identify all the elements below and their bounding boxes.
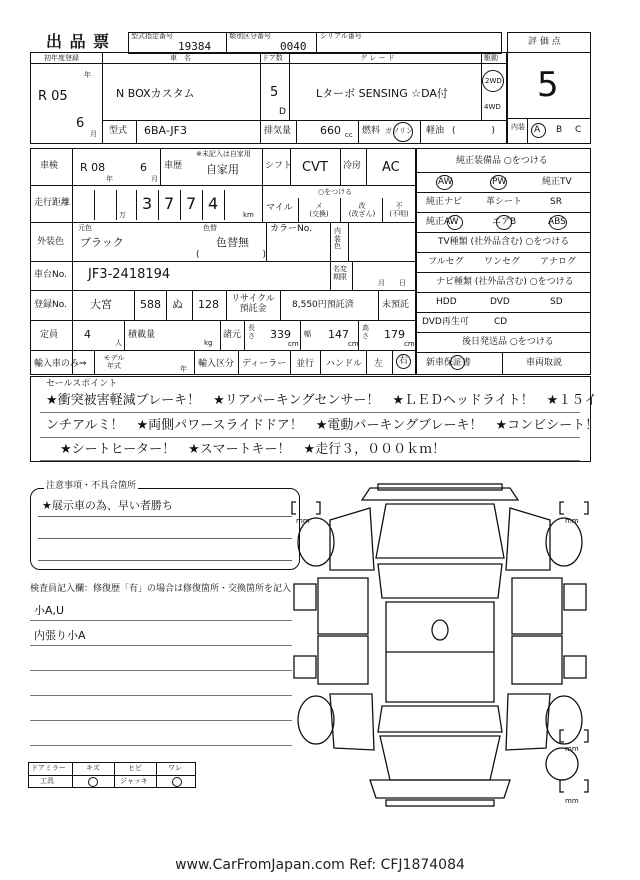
shift-value: CVT — [302, 160, 328, 175]
model-type-label: 型式 — [109, 126, 128, 136]
chassis-label: 車台No. — [34, 270, 67, 280]
model-type-value: 6BA-JF3 — [144, 124, 187, 137]
parts-header: キズ — [86, 764, 100, 772]
tv-type-label: TV種類 (社外品含む) ○をつける — [438, 237, 570, 247]
nav-hdd: HDD — [436, 297, 457, 307]
shaken-label: 車検 — [40, 161, 59, 171]
equip-factory-nav: 純正ナビ — [426, 197, 463, 207]
usage-note: ※未記入は自家用 — [196, 150, 251, 158]
chassis-value: JF3-2418194 — [88, 267, 171, 282]
nav-dvd-playback: DVD再生可 — [422, 317, 469, 327]
usage-value: 自家用 — [206, 163, 239, 176]
capacity-value: 4 — [84, 328, 91, 341]
score-value: 5 — [537, 65, 559, 105]
reg-area: 大宮 — [90, 298, 112, 311]
name-change-label: 名変 期限 — [333, 265, 347, 282]
tv-analog: アナログ — [540, 257, 577, 267]
tv-fullseg: フルセグ — [428, 257, 464, 267]
equip-pw: PW — [492, 177, 507, 187]
inspector-label: 検査員記入欄：修復歴「有」の場合は修復箇所・交換箇所を記入 — [30, 584, 292, 594]
sales-line-2: ンチアルミ！ ★両側パワースライドドア！ ★電動パーキングブレーキ！ ★コンビシート！ — [46, 418, 599, 433]
recycle-unpaid: 未預託 — [382, 300, 410, 310]
equip-leather: 革シート — [486, 197, 523, 207]
tire-fr-unit: mm — [565, 517, 579, 525]
grade-value: Lターボ SENSING ☆DA付 — [316, 87, 448, 100]
sales-line-3: ★シートヒーター！ ★スマートキー！ ★走行３，０００ｋｍ！ — [60, 442, 446, 457]
length-label: 長さ — [248, 324, 255, 340]
int-color-label: 内装色 — [334, 227, 341, 251]
model-year-label: モデル 年式 — [103, 354, 125, 371]
interior-grade-c: C — [575, 125, 582, 135]
jack-mark — [172, 777, 182, 787]
first-reg-month-unit: 月 — [90, 130, 97, 138]
grade-label: グ レ ー ド — [360, 54, 395, 62]
reg-label: 登録No. — [34, 300, 67, 310]
color-change-label: 色替 — [203, 224, 217, 232]
name-change-unit: 月 日 — [378, 279, 406, 287]
fuel-value: ガソリン — [385, 127, 413, 135]
first-reg-year-unit: 年 — [84, 71, 91, 79]
class-label: 類別区分番号 — [229, 32, 271, 40]
nav-sd: SD — [550, 297, 563, 307]
load-label: 積載量 — [128, 330, 156, 340]
handle-right: 右 — [399, 356, 409, 366]
drive-2wd: 2WD — [485, 77, 502, 85]
shaken-month: 6 — [140, 161, 147, 174]
equip-factory-tv: 純正TV — [542, 177, 572, 187]
parts-jack: ジャッキ — [120, 777, 148, 785]
light-oil-label: 軽油 — [426, 126, 445, 136]
spare-tire-unit: mm — [565, 797, 579, 805]
notes-line-1: ★展示車の為、早い者勝ち — [42, 499, 173, 512]
ac-label: 冷房 — [343, 161, 362, 171]
fuel-label: 燃料 — [362, 126, 381, 136]
inspector-line-2: 内張り小A — [34, 629, 86, 642]
parts-header: ヒビ — [128, 764, 142, 772]
drive-4wd: 4WD — [484, 103, 501, 111]
import-label: 輸入車のみ⇒ — [34, 359, 87, 369]
tv-oneseg: ワンセグ — [484, 257, 521, 267]
orig-color-value: ブラック — [80, 236, 124, 249]
later-warranty: 新車保証書 — [426, 358, 472, 368]
model-cert-no: 19384 — [178, 40, 212, 53]
sales-line-1: ★衝突被害軽減ブレーキ！ ★リアパーキングセンサー！ ★ＬＥＤヘッドライト！ ★１５イ — [46, 393, 598, 408]
interior-grade-b: B — [556, 125, 563, 135]
shaken-month-unit: 月 — [151, 175, 158, 183]
height-value: 179 — [384, 328, 405, 341]
door-type: D — [279, 107, 286, 117]
meter-option-unknown: 不 (不明) — [389, 202, 409, 219]
length-unit: cm — [288, 340, 299, 348]
width-label: 幅 — [304, 330, 311, 338]
capacity-unit: 人 — [115, 339, 122, 347]
doors-value: 5 — [270, 85, 279, 100]
mileage-km-unit: km — [243, 211, 254, 219]
notes-label: 注意事項・不具合箇所 — [46, 481, 137, 491]
recycle-label: リサイクル 預託金 — [231, 294, 275, 314]
car-name: N BOXカスタム — [116, 87, 195, 100]
later-manual: 車両取説 — [526, 358, 563, 368]
capacity-label: 定員 — [40, 330, 59, 340]
drive-label: 駆動 — [484, 54, 498, 62]
serial-label: シリアル番号 — [320, 32, 362, 40]
interior-grade-a: A — [534, 125, 541, 135]
later-items-label: 後日発送品 ○をつける — [462, 337, 554, 347]
footer-watermark: www.CarFromJapan.com Ref: CFJ1874084 — [175, 857, 465, 873]
meter-label: マイル — [266, 203, 293, 213]
first-reg-month: 6 — [76, 116, 85, 131]
mileage-digit: 7 — [186, 194, 197, 213]
car-damage-diagram — [290, 480, 590, 810]
width-unit: cm — [348, 340, 359, 348]
usage-label: 車歴 — [164, 161, 183, 171]
handle-left: 左 — [374, 359, 384, 369]
meter-note: ○をつける — [318, 188, 353, 196]
recycle-amount: 8,550円預託済 — [292, 300, 354, 310]
color-change-value: 色替無 — [216, 236, 249, 249]
color-label: 外装色 — [37, 237, 65, 247]
equip-factory-aw: 純正AW — [426, 217, 459, 227]
shaken-value: R 08 — [80, 161, 106, 174]
import-dealer: ディーラー — [242, 359, 287, 369]
form-title: 出 品 票 — [46, 32, 111, 51]
equip-aw: AW — [438, 177, 453, 187]
equip-airbag: エアB — [492, 217, 517, 227]
displacement-label: 排気量 — [264, 126, 292, 136]
parts-header: ワレ — [168, 764, 182, 772]
load-unit: kg — [204, 339, 213, 347]
displacement-value: 660 — [320, 124, 341, 137]
class-no: 0040 — [280, 40, 307, 53]
parts-tools: 工具 — [40, 777, 54, 785]
displacement-unit: cc — [345, 131, 353, 139]
mileage-man-unit: 万 — [119, 211, 126, 219]
shift-label: シフト — [265, 161, 293, 171]
factory-equip-label: 純正装備品 ○をつける — [456, 156, 548, 166]
mileage-digit: 4 — [208, 194, 219, 213]
tire-fl-unit: mm — [296, 517, 310, 525]
orig-color-label: 元色 — [78, 224, 92, 232]
mileage-label: 走行距離 — [34, 198, 71, 208]
color-code-label: カラーNo. — [270, 224, 312, 234]
model-cert-label: 型式指定番号 — [131, 32, 173, 40]
mileage-digit: 3 — [142, 194, 153, 213]
dims-label: 諸元 — [223, 330, 242, 340]
tire-rr-unit: mm — [565, 745, 579, 753]
mileage-digit: 7 — [164, 194, 175, 213]
import-parallel: 並行 — [296, 359, 315, 369]
nav-cd: CD — [494, 317, 508, 327]
first-reg-era: R 05 — [38, 89, 68, 104]
meter-option-exchange: メ (交換) — [309, 202, 329, 219]
first-reg-label: 初年度登録 — [44, 54, 79, 62]
model-year-unit: 年 — [180, 365, 187, 373]
tools-mark — [88, 777, 98, 787]
reg-kana: ぬ — [172, 298, 183, 311]
equip-sunroof: SR — [550, 197, 562, 207]
sales-points-label: セールスポイント — [46, 379, 118, 389]
score-label: 評 価 点 — [528, 37, 561, 47]
inspector-line-1: 小A,U — [34, 604, 65, 617]
doors-label: ドア数 — [262, 54, 283, 62]
handle-label: ハンドル — [326, 359, 363, 369]
ac-value: AC — [382, 160, 400, 175]
height-label: 高さ — [362, 324, 369, 340]
equip-abs: ABS — [548, 217, 566, 227]
width-value: 147 — [328, 328, 349, 341]
length-value: 339 — [270, 328, 291, 341]
reg-class: 588 — [140, 298, 161, 311]
height-unit: cm — [404, 340, 415, 348]
reg-no: 128 — [198, 298, 219, 311]
shaken-year-unit: 年 — [106, 175, 113, 183]
import-type-label: 輸入区分 — [198, 359, 235, 369]
meter-option-tampered: 改 (改ざん) — [348, 202, 376, 219]
car-name-label: 車 名 — [170, 54, 191, 62]
parts-header: ドアミラー — [31, 764, 66, 772]
interior-label: 内装 — [511, 123, 525, 131]
nav-dvd: DVD — [490, 297, 510, 307]
nav-type-label: ナビ種類 (社外品含む) ○をつける — [436, 277, 574, 287]
